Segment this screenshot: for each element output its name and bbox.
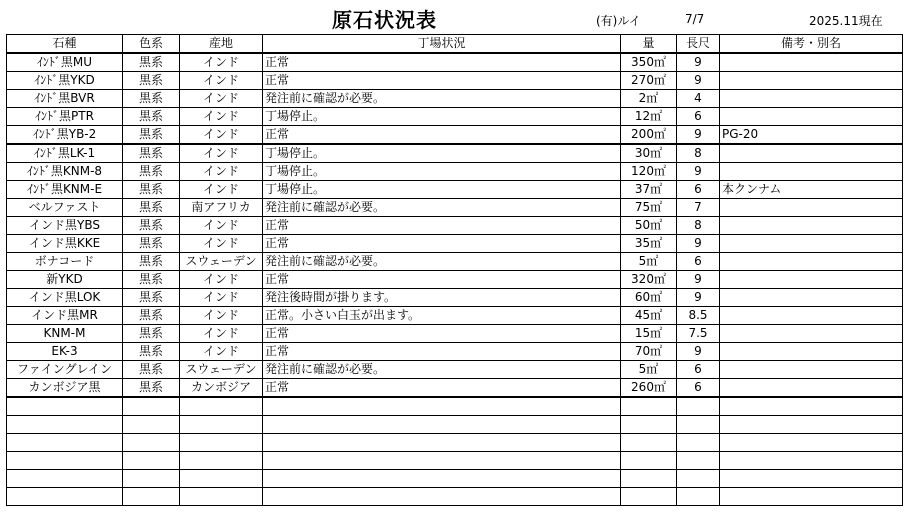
company-name: (有)ルイ <box>596 14 641 28</box>
cell-stone: ボナコード <box>7 253 123 271</box>
cell-origin: スウェーデン <box>180 361 263 379</box>
cell-color: 黒系 <box>123 235 180 253</box>
cell-color: 黒系 <box>123 72 180 90</box>
sheet-title: 原石状況表 <box>332 8 437 32</box>
cell-status: 発注前に確認が必要。 <box>263 253 621 271</box>
cell-origin <box>180 470 263 488</box>
cell-status: 発注前に確認が必要。 <box>263 199 621 217</box>
cell-status: 正常 <box>263 126 621 145</box>
cell-length: 6 <box>677 181 720 199</box>
cell-stone: KNM-M <box>7 325 123 343</box>
cell-quantity <box>621 470 677 488</box>
cell-quantity: 60㎡ <box>621 289 677 307</box>
page-number: 7/7 <box>685 12 705 26</box>
cell-length: 8 <box>677 217 720 235</box>
cell-note <box>720 53 903 72</box>
cell-length <box>677 488 720 506</box>
cell-note <box>720 307 903 325</box>
cell-stone: ベルファスト <box>7 199 123 217</box>
cell-quantity <box>621 397 677 416</box>
cell-status: 丁場停止。 <box>263 163 621 181</box>
cell-note <box>720 470 903 488</box>
cell-quantity: 270㎡ <box>621 72 677 90</box>
cell-note <box>720 144 903 163</box>
cell-stone: ｲﾝﾄﾞ黒YKD <box>7 72 123 90</box>
cell-length <box>677 452 720 470</box>
cell-quantity: 320㎡ <box>621 271 677 289</box>
cell-color: 黒系 <box>123 289 180 307</box>
table-body <box>7 53 903 506</box>
cell-quantity <box>621 434 677 452</box>
cell-status: 丁場停止。 <box>263 108 621 126</box>
cell-stone: インド黒YBS <box>7 217 123 235</box>
cell-length <box>677 470 720 488</box>
cell-origin: インド <box>180 289 263 307</box>
cell-color <box>123 452 180 470</box>
cell-origin <box>180 452 263 470</box>
cell-note <box>720 217 903 235</box>
cell-stone: ｲﾝﾄﾞ黒LK-1 <box>7 144 123 163</box>
cell-quantity: 15㎡ <box>621 325 677 343</box>
cell-status: 発注前に確認が必要。 <box>263 90 621 108</box>
cell-note <box>720 434 903 452</box>
table-row <box>7 343 903 361</box>
cell-color: 黒系 <box>123 343 180 361</box>
cell-quantity: 350㎡ <box>621 53 677 72</box>
cell-status <box>263 434 621 452</box>
cell-status: 丁場停止。 <box>263 181 621 199</box>
cell-color: 黒系 <box>123 126 180 145</box>
table-row <box>7 289 903 307</box>
table-row <box>7 470 903 488</box>
cell-quantity: 5㎡ <box>621 361 677 379</box>
cell-note: PG-20 <box>720 126 903 145</box>
cell-note <box>720 379 903 398</box>
cell-length: 9 <box>677 289 720 307</box>
cell-origin: インド <box>180 325 263 343</box>
table-row <box>7 253 903 271</box>
cell-status: 正常 <box>263 379 621 398</box>
cell-length: 4 <box>677 90 720 108</box>
cell-length: 6 <box>677 253 720 271</box>
cell-note <box>720 416 903 434</box>
cell-length: 9 <box>677 235 720 253</box>
cell-status <box>263 452 621 470</box>
table-row <box>7 199 903 217</box>
cell-stone: ｲﾝﾄﾞ黒MU <box>7 53 123 72</box>
cell-length <box>677 434 720 452</box>
cell-origin: インド <box>180 72 263 90</box>
cell-length: 9 <box>677 126 720 145</box>
cell-status: 正常 <box>263 271 621 289</box>
col-header-status: 丁場状況 <box>263 35 621 54</box>
cell-origin: インド <box>180 53 263 72</box>
cell-origin <box>180 397 263 416</box>
cell-color: 黒系 <box>123 379 180 398</box>
cell-note <box>720 163 903 181</box>
cell-origin: インド <box>180 163 263 181</box>
cell-stone: ｲﾝﾄﾞ黒BVR <box>7 90 123 108</box>
cell-quantity <box>621 416 677 434</box>
cell-status <box>263 416 621 434</box>
cell-quantity: 12㎡ <box>621 108 677 126</box>
table-row <box>7 163 903 181</box>
cell-color: 黒系 <box>123 163 180 181</box>
cell-origin: インド <box>180 90 263 108</box>
cell-note <box>720 488 903 506</box>
cell-color: 黒系 <box>123 217 180 235</box>
table-row <box>7 325 903 343</box>
cell-quantity: 37㎡ <box>621 181 677 199</box>
cell-color: 黒系 <box>123 271 180 289</box>
table-row <box>7 271 903 289</box>
cell-origin: インド <box>180 217 263 235</box>
table-row <box>7 126 903 145</box>
table-row <box>7 108 903 126</box>
table-row <box>7 452 903 470</box>
cell-quantity <box>621 488 677 506</box>
cell-quantity: 5㎡ <box>621 253 677 271</box>
table-row <box>7 416 903 434</box>
table-row <box>7 379 903 398</box>
table-row <box>7 397 903 416</box>
cell-stone: ｲﾝﾄﾞ黒KNM-8 <box>7 163 123 181</box>
col-header-note: 備考・別名 <box>720 35 903 54</box>
cell-note: 本クンナム <box>720 181 903 199</box>
cell-length: 8.5 <box>677 307 720 325</box>
table-row <box>7 181 903 199</box>
cell-note <box>720 235 903 253</box>
cell-stone: ｲﾝﾄﾞ黒KNM-E <box>7 181 123 199</box>
cell-stone <box>7 470 123 488</box>
cell-color <box>123 397 180 416</box>
cell-origin: インド <box>180 108 263 126</box>
cell-status: 正常 <box>263 72 621 90</box>
cell-status: 丁場停止。 <box>263 144 621 163</box>
cell-stone <box>7 488 123 506</box>
cell-quantity: 260㎡ <box>621 379 677 398</box>
as-of-date: 2025.11現在 <box>809 14 883 28</box>
cell-note <box>720 289 903 307</box>
cell-length: 6 <box>677 108 720 126</box>
cell-stone: EK-3 <box>7 343 123 361</box>
cell-origin: インド <box>180 307 263 325</box>
table-row <box>7 144 903 163</box>
col-header-length: 長尺 <box>677 35 720 54</box>
cell-stone: 新YKD <box>7 271 123 289</box>
cell-length: 7.5 <box>677 325 720 343</box>
cell-stone: インド黒KKE <box>7 235 123 253</box>
cell-color: 黒系 <box>123 90 180 108</box>
cell-status: 正常 <box>263 217 621 235</box>
table-row <box>7 53 903 72</box>
cell-note <box>720 452 903 470</box>
table-row <box>7 434 903 452</box>
table-row <box>7 307 903 325</box>
cell-origin: インド <box>180 181 263 199</box>
cell-stone <box>7 397 123 416</box>
cell-color: 黒系 <box>123 53 180 72</box>
cell-origin: インド <box>180 126 263 145</box>
cell-length: 9 <box>677 343 720 361</box>
cell-length <box>677 416 720 434</box>
cell-status: 正常 <box>263 235 621 253</box>
cell-origin: 南アフリカ <box>180 199 263 217</box>
cell-color <box>123 416 180 434</box>
cell-color <box>123 488 180 506</box>
col-header-color: 色系 <box>123 35 180 54</box>
cell-status <box>263 488 621 506</box>
cell-note <box>720 72 903 90</box>
table-row <box>7 488 903 506</box>
cell-status: 発注前に確認が必要。 <box>263 361 621 379</box>
cell-stone: インド黒MR <box>7 307 123 325</box>
cell-length: 6 <box>677 379 720 398</box>
table-row <box>7 361 903 379</box>
table-row <box>7 235 903 253</box>
cell-origin <box>180 488 263 506</box>
cell-note <box>720 343 903 361</box>
cell-quantity: 2㎡ <box>621 90 677 108</box>
cell-status <box>263 470 621 488</box>
cell-note <box>720 253 903 271</box>
cell-stone: ファイングレイン <box>7 361 123 379</box>
cell-note <box>720 90 903 108</box>
cell-length: 9 <box>677 72 720 90</box>
cell-status: 正常 <box>263 53 621 72</box>
table-header-row <box>7 35 903 54</box>
cell-stone: カンボジア黒 <box>7 379 123 398</box>
cell-color: 黒系 <box>123 253 180 271</box>
cell-color: 黒系 <box>123 144 180 163</box>
cell-length: 9 <box>677 271 720 289</box>
sheet-header <box>0 0 908 34</box>
cell-length <box>677 397 720 416</box>
cell-origin <box>180 416 263 434</box>
cell-color: 黒系 <box>123 361 180 379</box>
cell-stone: ｲﾝﾄﾞ黒YB-2 <box>7 126 123 145</box>
stone-status-table <box>6 34 903 506</box>
cell-stone <box>7 434 123 452</box>
cell-origin: インド <box>180 343 263 361</box>
cell-status: 発注後時間が掛ります。 <box>263 289 621 307</box>
cell-quantity: 35㎡ <box>621 235 677 253</box>
cell-note <box>720 397 903 416</box>
cell-quantity: 70㎡ <box>621 343 677 361</box>
cell-quantity: 45㎡ <box>621 307 677 325</box>
cell-note <box>720 361 903 379</box>
cell-stone <box>7 452 123 470</box>
cell-quantity: 75㎡ <box>621 199 677 217</box>
cell-color <box>123 470 180 488</box>
cell-quantity: 50㎡ <box>621 217 677 235</box>
cell-note <box>720 271 903 289</box>
cell-origin: インド <box>180 235 263 253</box>
cell-note <box>720 108 903 126</box>
cell-note <box>720 199 903 217</box>
cell-status: 正常 <box>263 325 621 343</box>
cell-length: 9 <box>677 163 720 181</box>
cell-color: 黒系 <box>123 307 180 325</box>
cell-color <box>123 434 180 452</box>
cell-status: 正常。小さい白玉が出ます。 <box>263 307 621 325</box>
cell-origin: インド <box>180 144 263 163</box>
col-header-stone: 石種 <box>7 35 123 54</box>
table-row <box>7 90 903 108</box>
table-row <box>7 72 903 90</box>
cell-quantity: 30㎡ <box>621 144 677 163</box>
cell-stone <box>7 416 123 434</box>
cell-origin <box>180 434 263 452</box>
cell-color: 黒系 <box>123 108 180 126</box>
cell-color: 黒系 <box>123 199 180 217</box>
cell-color: 黒系 <box>123 181 180 199</box>
cell-color: 黒系 <box>123 325 180 343</box>
cell-quantity <box>621 452 677 470</box>
col-header-quantity: 量 <box>621 35 677 54</box>
cell-origin: カンボジア <box>180 379 263 398</box>
cell-length: 9 <box>677 53 720 72</box>
cell-length: 7 <box>677 199 720 217</box>
cell-stone: ｲﾝﾄﾞ黒PTR <box>7 108 123 126</box>
col-header-origin: 産地 <box>180 35 263 54</box>
cell-length: 8 <box>677 144 720 163</box>
cell-note <box>720 325 903 343</box>
cell-quantity: 200㎡ <box>621 126 677 145</box>
table-row <box>7 217 903 235</box>
cell-quantity: 120㎡ <box>621 163 677 181</box>
cell-status <box>263 397 621 416</box>
cell-status: 正常 <box>263 343 621 361</box>
cell-stone: インド黒LOK <box>7 289 123 307</box>
cell-origin: インド <box>180 271 263 289</box>
cell-length: 6 <box>677 361 720 379</box>
cell-origin: スウェーデン <box>180 253 263 271</box>
